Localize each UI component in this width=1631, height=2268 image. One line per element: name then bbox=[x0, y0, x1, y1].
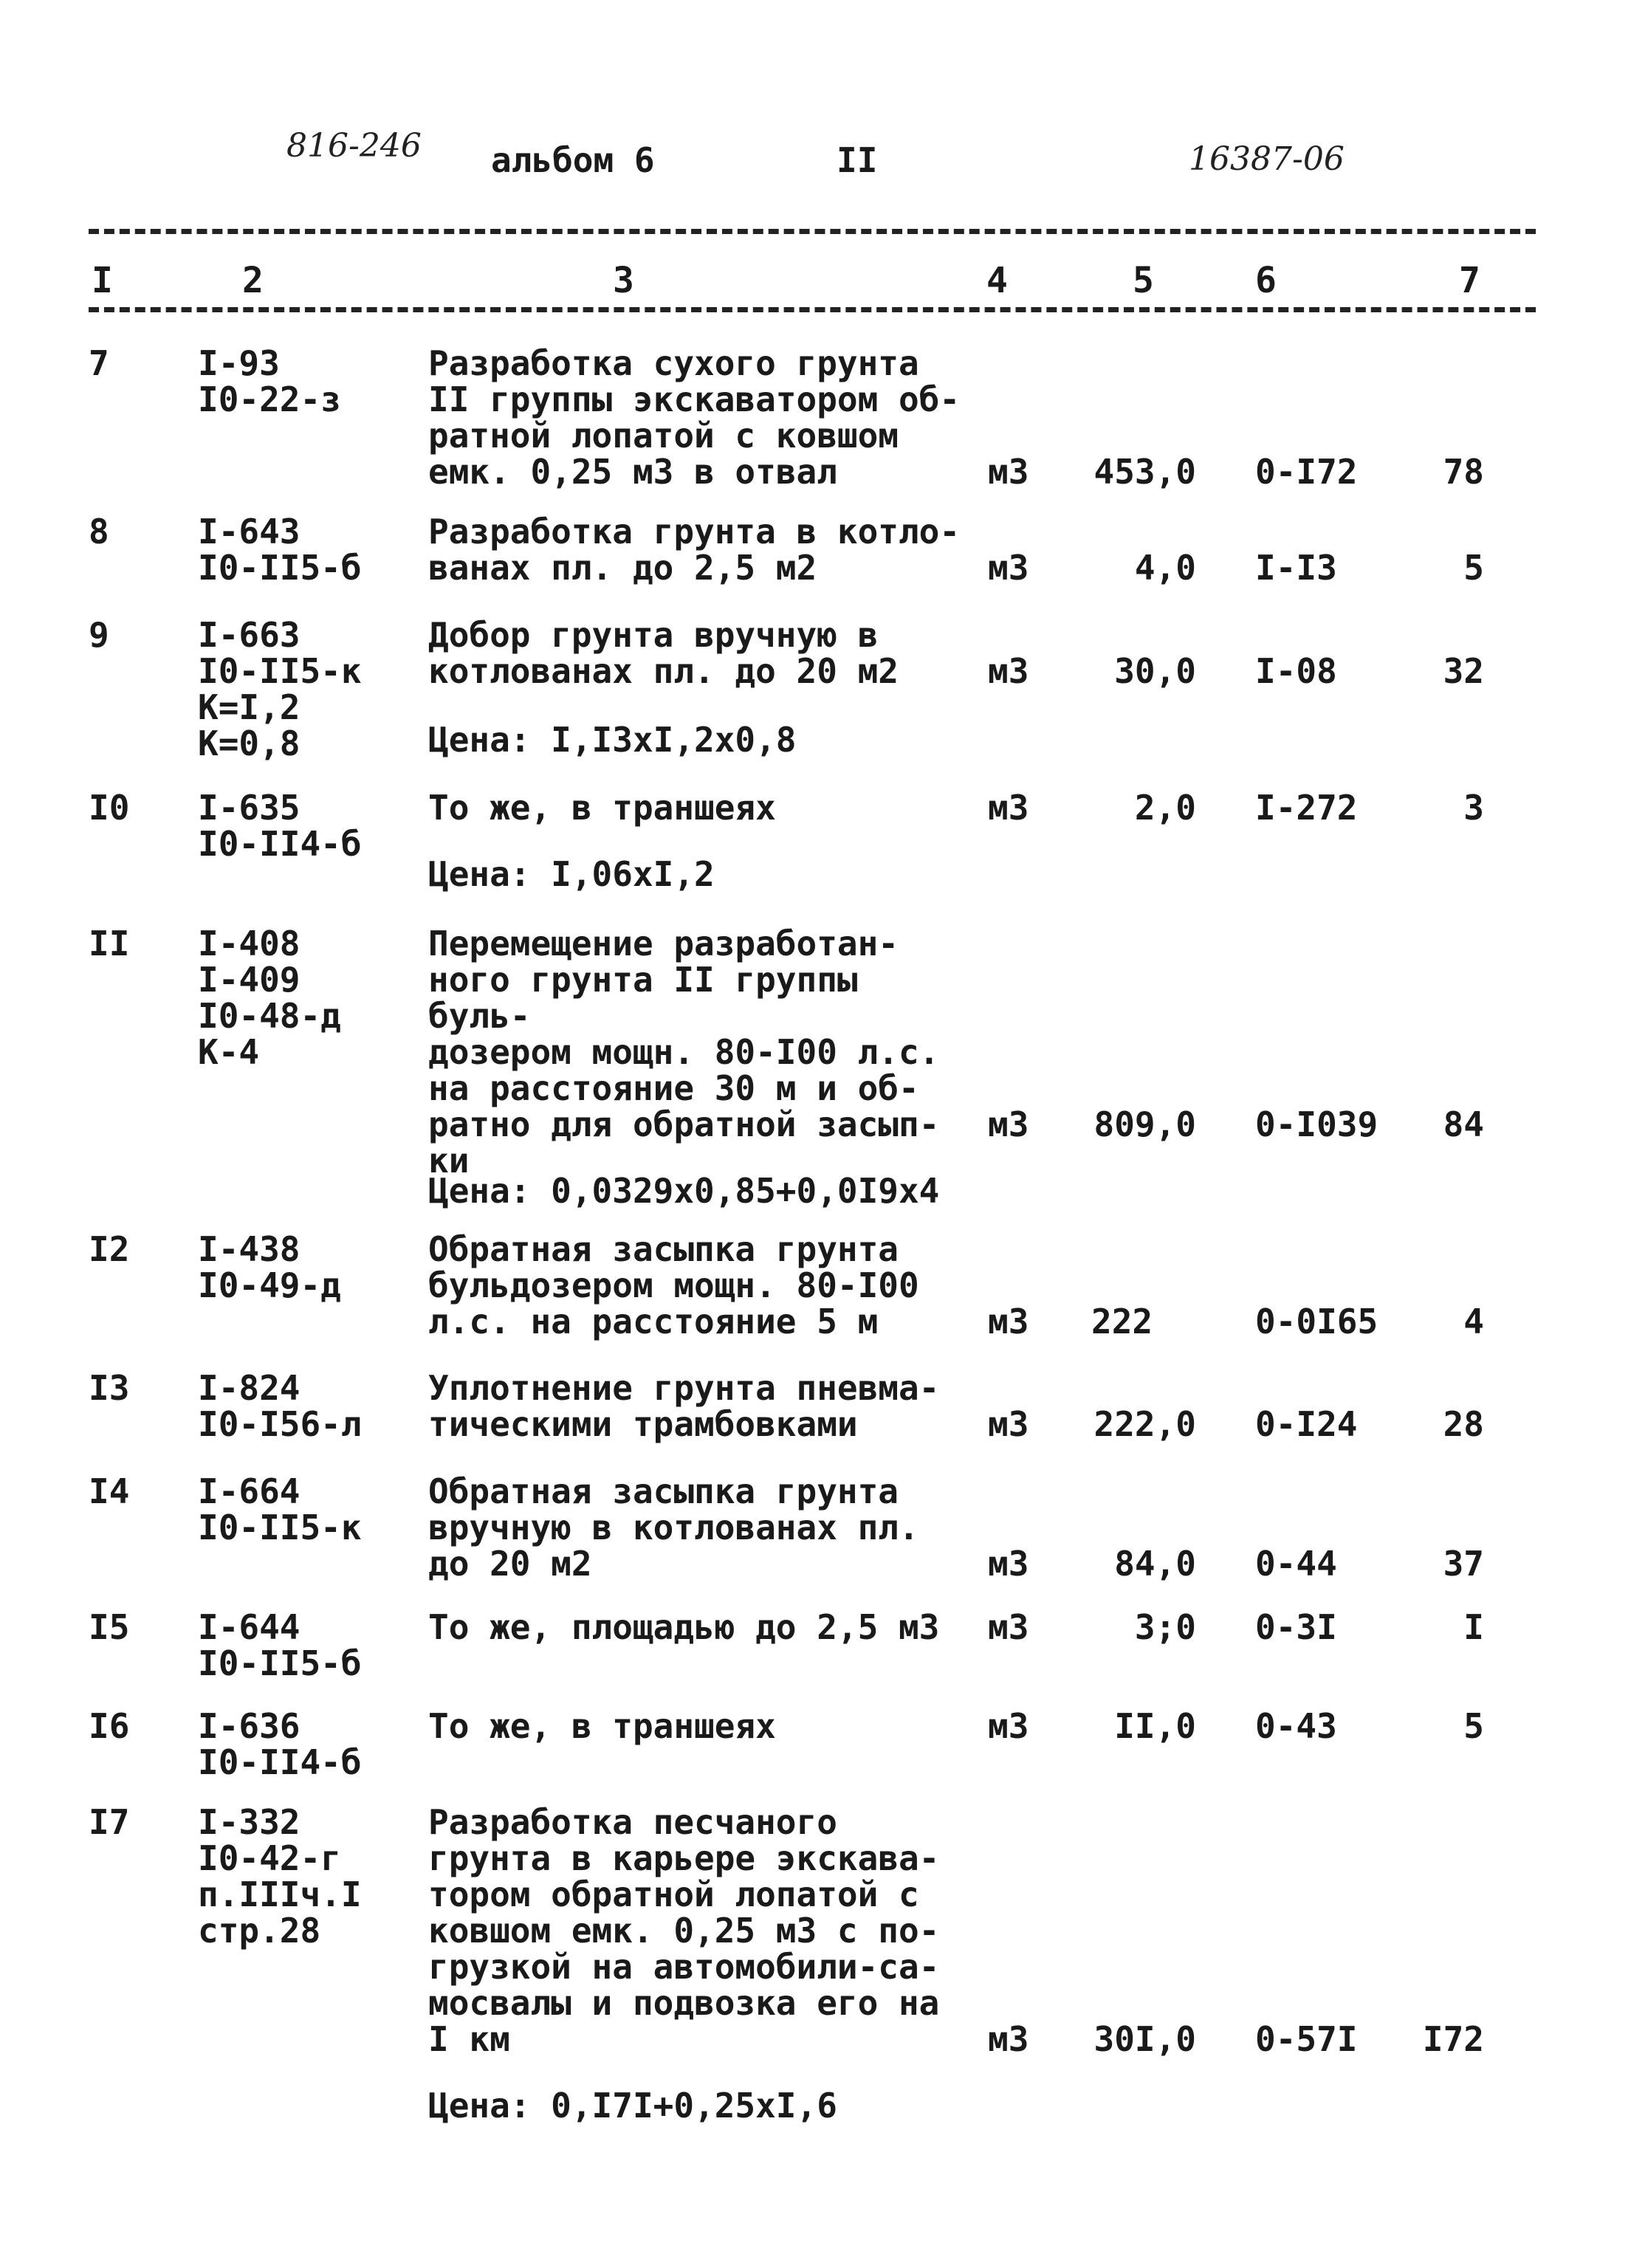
row-total: 3 bbox=[1463, 788, 1484, 828]
row-number: II bbox=[89, 924, 130, 963]
price-formula: Цена: I,I3хI,2х0,8 bbox=[428, 720, 797, 760]
row-unit: м3 bbox=[988, 1544, 1029, 1584]
row-total: 28 bbox=[1443, 1404, 1484, 1444]
row-unit: м3 bbox=[988, 788, 1029, 828]
row-description: Обратная засыпка грунта вручную в котлованах пл. до 20 м2 bbox=[428, 1471, 919, 1584]
column-header-4: 4 bbox=[986, 260, 1008, 301]
handwritten-left-note: 816-246 bbox=[286, 127, 422, 165]
row-code: I-664 I0-II5-к bbox=[198, 1471, 362, 1547]
row-unit-price: 0-43 bbox=[1255, 1706, 1337, 1746]
column-header-7: 7 bbox=[1459, 260, 1480, 301]
row-unit: м3 bbox=[988, 1104, 1029, 1144]
row-number: I2 bbox=[89, 1229, 130, 1269]
row-code: I-824 I0-I56-л bbox=[198, 1368, 362, 1444]
row-unit-price: 0-44 bbox=[1255, 1544, 1337, 1584]
row-unit: м3 bbox=[988, 548, 1029, 588]
row-quantity: 30I,0 bbox=[1093, 2019, 1196, 2059]
row-description: То же, в траншеях bbox=[428, 788, 776, 828]
row-number: I6 bbox=[89, 1706, 130, 1746]
row-number: 9 bbox=[89, 615, 109, 655]
row-quantity: 30,0 bbox=[1114, 651, 1196, 691]
row-total: 32 bbox=[1443, 651, 1484, 691]
row-code: I-408 I-409 I0-48-д К-4 bbox=[198, 924, 341, 1072]
row-total: 78 bbox=[1443, 452, 1484, 492]
row-code: I-643 I0-II5-б bbox=[198, 512, 362, 588]
row-code: I-93 I0-22-з bbox=[198, 343, 341, 419]
row-unit-price: 0-0I65 bbox=[1255, 1302, 1378, 1341]
row-unit: м3 bbox=[988, 2019, 1029, 2059]
row-total: I72 bbox=[1422, 2019, 1484, 2059]
row-unit-price: 0-57I bbox=[1255, 2019, 1358, 2059]
album-label: альбом 6 bbox=[491, 140, 655, 180]
row-number: 8 bbox=[89, 512, 109, 551]
row-total: 37 bbox=[1443, 1544, 1484, 1584]
row-quantity: 3;0 bbox=[1134, 1607, 1196, 1647]
row-unit-price: I-272 bbox=[1255, 788, 1358, 828]
row-total: 5 bbox=[1463, 548, 1484, 588]
row-number: 7 bbox=[89, 343, 109, 383]
row-unit: м3 bbox=[988, 651, 1029, 691]
row-number: I7 bbox=[89, 1802, 130, 1842]
row-quantity: 453,0 bbox=[1093, 452, 1196, 492]
row-quantity: 222 bbox=[1091, 1302, 1153, 1341]
row-description: Добор грунта вручную в котлованах пл. до 20 м2 bbox=[428, 615, 899, 691]
row-unit-price: 0-I039 bbox=[1255, 1104, 1378, 1144]
price-formula: Цена: 0,0329х0,85+0,0I9х4 bbox=[428, 1171, 940, 1211]
row-unit-price: I-I3 bbox=[1255, 548, 1337, 588]
price-formula: Цена: 0,I7I+0,25хI,6 bbox=[428, 2086, 837, 2126]
row-number: I5 bbox=[89, 1607, 130, 1647]
row-unit: м3 bbox=[988, 1404, 1029, 1444]
row-total: 5 bbox=[1463, 1706, 1484, 1746]
row-description: Перемещение разработан- ного грунта II группы буль- дозером мощн. 80-I00 л.с. на расстояние 30 м и об- ратно для обратной засып- ки bbox=[428, 924, 940, 1181]
row-description: Уплотнение грунта пневма- тическими трамбовками bbox=[428, 1368, 940, 1444]
column-header-5: 5 bbox=[1133, 260, 1154, 301]
row-unit-price: 0-I72 bbox=[1255, 452, 1358, 492]
row-code: I-636 I0-II4-б bbox=[198, 1706, 362, 1782]
row-quantity: 222,0 bbox=[1093, 1404, 1196, 1444]
handwritten-right-note: 16387-06 bbox=[1189, 140, 1345, 178]
header-dashed-rule bbox=[89, 307, 1536, 312]
row-code: I-438 I0-49-д bbox=[198, 1229, 341, 1305]
row-number: I3 bbox=[89, 1368, 130, 1408]
row-unit: м3 bbox=[988, 452, 1029, 492]
row-unit: м3 bbox=[988, 1302, 1029, 1341]
price-formula: Цена: I,06хI,2 bbox=[428, 854, 715, 894]
row-unit: м3 bbox=[988, 1706, 1029, 1746]
row-quantity: 84,0 bbox=[1114, 1544, 1196, 1584]
row-total: I bbox=[1463, 1607, 1484, 1647]
row-total: 84 bbox=[1443, 1104, 1484, 1144]
column-header-6: 6 bbox=[1255, 260, 1277, 301]
column-header-3: 3 bbox=[613, 260, 634, 301]
column-header-1: I bbox=[92, 260, 113, 301]
row-code: I-332 I0-42-г п.IIIч.I стр.28 bbox=[198, 1802, 362, 1951]
row-code: I-644 I0-II5-б bbox=[198, 1607, 362, 1683]
column-header-2: 2 bbox=[242, 260, 264, 301]
row-description: Разработка сухого грунта II группы экскаватором об- ратной лопатой с ковшом емк. 0,25 м3 в отвал bbox=[428, 343, 961, 492]
row-quantity: II,0 bbox=[1114, 1706, 1196, 1746]
row-description: То же, площадью до 2,5 м3 bbox=[428, 1607, 940, 1647]
row-unit-price: 0-I24 bbox=[1255, 1404, 1358, 1444]
row-code: I-635 I0-II4-б bbox=[198, 788, 362, 864]
row-unit: м3 bbox=[988, 1607, 1029, 1647]
row-description: То же, в траншеях bbox=[428, 1706, 776, 1746]
row-description: Обратная засыпка грунта бульдозером мощн. 80-I00 л.с. на расстояние 5 м bbox=[428, 1229, 919, 1341]
row-description: Разработка песчаного грунта в карьере экскава- тором обратной лопатой с ковшом емк. 0,25 м3 с по- грузкой на автомобили-са- мосвалы и подвозка его на I км bbox=[428, 1802, 940, 2059]
row-number: I0 bbox=[89, 788, 130, 828]
row-description: Разработка грунта в котло- ванах пл. до 2,5 м2 bbox=[428, 512, 961, 588]
page-number: II bbox=[837, 140, 878, 180]
row-unit-price: 0-3I bbox=[1255, 1607, 1337, 1647]
row-code: I-663 I0-II5-к К=I,2 К=0,8 bbox=[198, 615, 362, 763]
row-unit-price: I-08 bbox=[1255, 651, 1337, 691]
top-dashed-rule bbox=[89, 229, 1536, 234]
row-total: 4 bbox=[1463, 1302, 1484, 1341]
row-quantity: 2,0 bbox=[1134, 788, 1196, 828]
row-quantity: 809,0 bbox=[1093, 1104, 1196, 1144]
row-number: I4 bbox=[89, 1471, 130, 1511]
row-quantity: 4,0 bbox=[1134, 548, 1196, 588]
